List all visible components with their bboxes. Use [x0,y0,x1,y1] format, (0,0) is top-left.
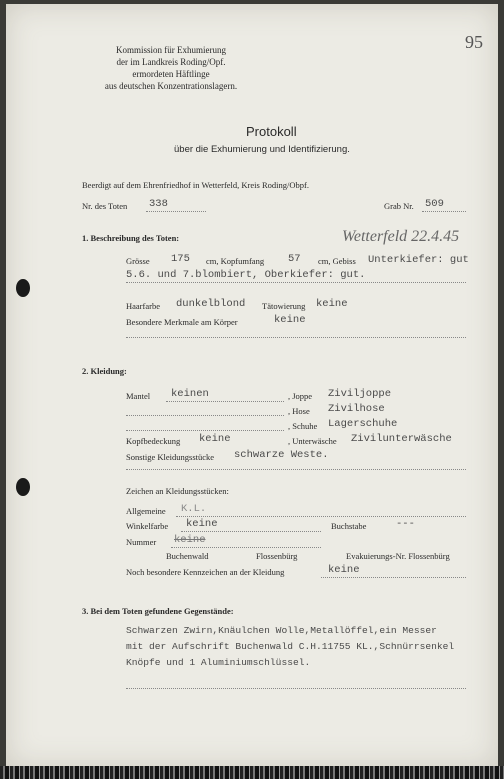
items-line-extra [126,688,466,689]
hair-label: Haarfarbe [126,301,160,311]
section-1-title: 1. Beschreibung des Toten: [82,233,180,243]
commission-header [86,44,256,92]
headwear-value: keine [199,433,231,445]
size-value: 175 [171,253,190,265]
clothing-marks-title: Zeichen an Kleidungsstücken: [126,486,229,496]
underwear-label: , Unterwäsche [288,436,337,446]
evacuation-label: Evakuierungs-Nr. Flossenbürg [346,551,450,561]
shoes-label: , Schuhe [288,421,318,431]
letter-label: Buchstabe [331,521,367,531]
coat-value: keinen [171,388,209,400]
hair-value: dunkelblond [176,298,246,310]
number-value: keine [174,534,206,546]
jacket-label: , Joppe [288,391,313,401]
angle-color-value: keine [186,518,218,530]
coat-line [166,401,284,402]
dead-number-line [146,211,206,212]
special-marks-line [321,577,466,578]
punch-hole-top [16,279,30,297]
tattoo-value: keine [316,298,348,310]
general-label: Allgemeine [126,506,166,516]
header-line-4: aus deutschen Konzentrationslagern. [104,81,238,91]
grave-number-label: Grab Nr. [384,201,414,211]
grave-number-line [422,211,466,212]
underwear-value: Zivilunterwäsche [351,433,452,445]
dead-number-value: 338 [149,198,168,210]
marks-line [126,337,466,338]
size-unit: cm, Kopfumfang [206,256,265,266]
trousers-label: , Hose [288,406,310,416]
special-marks-value: keine [328,564,360,576]
number-label: Nummer [126,537,157,547]
other-clothing-line [126,469,466,470]
buchenwald-label: Buchenwald [166,551,209,561]
other-clothing-value: schwarze Weste. [234,449,329,461]
film-edge-strip [0,766,504,779]
header-line-3: ermordeten Häftlinge [132,69,210,79]
document-subtitle: über die Exhumierung und Identifizierung. [174,144,350,155]
grave-number-value: 509 [425,198,444,210]
header-line-2: der im Landkreis Roding/Opf. [116,57,226,67]
section-3-title: 3. Bei dem Toten gefundene Gegenstände: [82,606,234,616]
items-line-1: Schwarzen Zwirn,Knäulchen Wolle,Metallöffel,ein Messer [126,625,437,636]
angle-color-line [181,531,321,532]
teeth-value-2: 5.6. und 7.blombiert, Oberkiefer: gut. [126,269,366,281]
shoes-value: Lagerschuhe [328,418,398,430]
special-marks-label: Noch besondere Kennzeichen an der Kleidung [126,567,285,577]
general-line [176,516,466,517]
angle-color-label: Winkelfarbe [126,521,169,531]
section-2-title: 2. Kleidung: [82,366,127,376]
headwear-label: Kopfbedeckung [126,436,181,446]
letter-value: --- [396,518,415,530]
size-label: Grösse [126,256,150,266]
shoes-line-left [126,430,284,431]
page-number: 95 [465,32,483,52]
marks-value: keine [274,314,306,326]
burial-place: Beerdigt auf dem Ehrenfriedhof in Wetterfeld, Kreis Roding/Obpf. [82,180,309,190]
items-line-3: Knöpfe und 1 Aluminiumschlüssel. [126,657,311,668]
other-clothing-label: Sonstige Kleidungsstücke [126,452,215,462]
items-line-2: mit der Aufschrift Buchenwald C.H.11755 KL.,Schnürrsenkel [126,641,455,652]
header-line-1: Kommission für Exhumierung [116,45,226,55]
head-unit: cm, Gebiss [318,256,356,266]
handwritten-note: Wetterfeld 22.4.45 [342,228,460,245]
coat-label: Mantel [126,391,151,401]
jacket-value: Ziviljoppe [328,388,392,400]
number-line [171,547,321,548]
dead-number-label: Nr. des Toten [82,201,128,211]
trousers-value: Zivilhose [328,403,385,415]
marks-label: Besondere Merkmale am Körper [126,317,238,327]
head-value: 57 [288,253,301,265]
punch-hole-bottom [16,478,30,496]
teeth-line [126,282,466,283]
tattoo-label: Tätowierung [262,301,306,311]
teeth-value-1: Unterkiefer: gut [368,254,469,266]
flossenburg-label: Flossenbürg [256,551,298,561]
trousers-line-left [126,415,284,416]
protocol-document [6,4,498,768]
general-value: K.L. [181,503,207,515]
document-title: Protokoll [246,124,297,139]
